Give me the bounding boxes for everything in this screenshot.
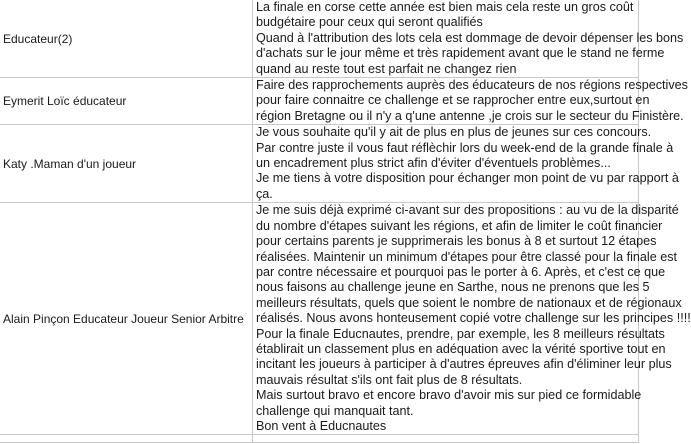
comment-cell [253,78,688,125]
comment-line: Je vous souhaite qu'il y ait de plus en plus de jeunes sur ces concours. [256,125,652,140]
comment-line: Par contre juste il vous faut réflèchir lors du week-end de la grande finale à [256,140,674,155]
comment-cell [253,203,691,435]
empty-cell [253,435,639,443]
comment-line: budgétaire pour ceux qui seront qualifiés [256,15,483,30]
author-cell: Katy .Maman d'un joueur [0,125,253,203]
author-cell: Alain Pinçon Educateur Joueur Senior Arbitre [0,203,253,435]
comment-line: Je me tiens à votre disposition pour échanger mon point de vu par rapport à [256,171,679,186]
comment-line: Bon vent à Educnautes [256,418,387,433]
table-row [0,203,639,435]
comment-line: par contre nécessaire et pourquoi pas le porter à 6. Après, et c'est ce que [256,264,666,279]
comment-line: mauvais résultat s'ils ont fait plus de 8 résultats. [256,372,523,387]
comment-line: réalisés. Nous avons honteusement copié votre challenge sur les principes !!!! [256,311,691,326]
table-row [0,0,639,78]
comment-line: Faire des rapprochements auprès des éducateurs de nos régions respectives [256,78,688,93]
comment-line: pour certains parents je supprimerais les bonus à 8 et surtout 12 étapes [256,234,657,249]
comment-line: Quand à l'attribution des lots cela est dommage de devoir dépenser les bons [256,30,684,45]
empty-cell [0,435,253,443]
comment-line: pour faire connaitre ce challenge et se rapprocher entre eux,surtout en [256,93,650,108]
comment-line: établirait un classement plus en adéquation avec la vérité sportive tout en [256,341,666,356]
comment-line: meilleurs résultats, quels que soient le nombre de nationaux et de régionaux [256,295,682,310]
comment-line: d'achats sur le jour même et très rapidement avant que le stand ne ferme [256,46,665,61]
comment-line: ça. [256,186,273,201]
table-row [0,78,639,125]
author-cell: Eymerit Loïc éducateur [0,78,253,125]
comment-line: Je me suis déjà exprimé ci-avant sur des propositions : au vu de la disparité [256,203,679,218]
author-cell: Educateur(2) [0,0,253,78]
table-row [0,435,639,443]
comment-line: réalisées. Maintenir un minimum d'étapes pour être classé pour la finale est [256,249,678,264]
comment-line: Pour la finale Educnautes, prendre, par exemple, les 8 meilleurs résultats [256,326,665,341]
table-row [0,125,639,203]
comment-line: nous faisons au challenge jeune en Sarthe, nous ne prenons que les 5 [256,280,650,295]
comment-line: région Bretagne ou il n'y a q'une antenne ,je crois sur le secteur du Finistère. [256,108,684,123]
comment-line: quand au reste tout est parfait ne changez rien [256,61,517,76]
comment-line: La finale en corse cette année est bien mais cela reste un gros coût [256,0,634,14]
comment-line: Mais surtout bravo et encore bravo d'avoir mis sur pied ce formidable [256,388,642,403]
comment-line: incitant les joueurs à participer à d'autres épreuves afin d'éliminer leur plus [256,357,672,372]
comment-line: challenge qui manquait tant. [256,403,414,418]
comment-cell [253,125,679,203]
comment-cell [253,0,684,78]
comment-line: du nombre d'étapes suivant les régions, et afin de limiter le coût financier [256,218,663,233]
comment-line: un encadrement plus strict afin d'éviter d'éventuels problèmes... [256,156,611,171]
